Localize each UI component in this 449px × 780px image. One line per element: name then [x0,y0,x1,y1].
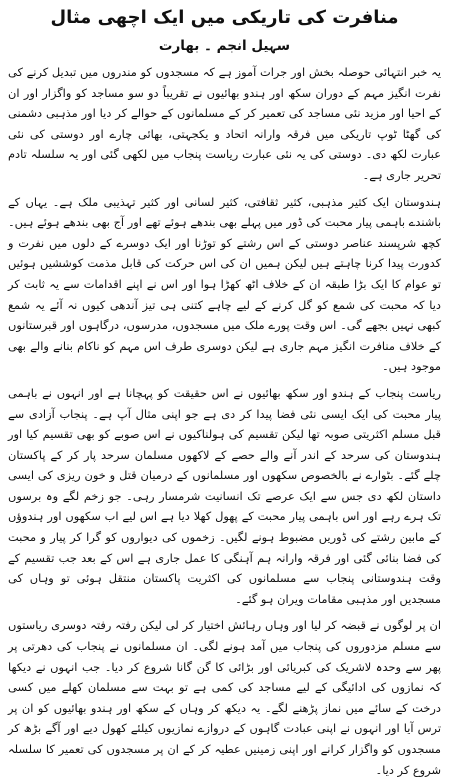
article-headline: منافرت کی تاریکی میں ایک اچھی مثال [50,7,399,28]
article-byline: سہیل انجم ۔ بھارت [158,38,291,54]
article-paragraph: ہندوستان ایک کثیر مذہبی، کثیر ثقافتی، کثیر لسانی اور کثیر تہذیبی ملک ہے۔ یہاں کے باشندے باہمی پیار محبت کی ڈور میں پہلے بھی بندھے ہوئے تھے اور آج بھی بندھے ہوئے ہیں۔ کچھ شرپسند عناصر دوستی کے اس رشتے کو توڑنا اور ایک دوسرے کے دلوں میں نفرت و کدورت پیدا کرنا چاہتے ہیں لیکن ہمیں ان کی اس حرکت کی قابل مذمت کوششیں ہوئیں تو عوام کا ایک بڑا طبقہ ان کے خلاف اٹھ کھڑا ہوا اور اس نے اپنے اقدامات سے یہ ثابت کر دیا کہ محبت کی شمع کو گل کرنے کے لیے چاہے کتنی ہی تیز آندھی کیوں نہ آئے یہ شمع کبھی نہیں بجھے گی۔ اس وقت پورے ملک میں مسجدوں، مدرسوں، درگاہوں اور قبرستانوں کے خلاف منافرت انگیز مہم جاری ہے لیکن دوسری طرف اس مہم کو ناکام بنانے والے بھی موجود ہیں۔ [8,194,441,374]
newspaper-column [8,4,441,777]
article-paragraph: ان پر لوگوں نے قبضہ کر لیا اور وہاں رہائش اختیار کر لی لیکن رفتہ رفتہ دوسری ریاستوں سے مسلم مزدوروں کی پنجاب میں آمد ہونے لگی۔ ان مسلمانوں نے پنجاب کی دھرتی پر پھر سے وحدہ لاشریک کی کبریائی اور بڑائی کا گن گانا شروع کر دیا۔ جب انہوں نے دیکھا کہ نمازوں کی ادائیگی کے لیے مساجد کی کمی ہے تو بہت سے مسلمان کھلے میں کسی درخت کے سائے میں نماز پڑھنے لگے۔ یہ دیکھ کر وہاں کے سکھ اور ہندو بھائیوں کو ان پر ترس آیا اور انہوں نے اپنی عبادت گاہوں کے دروازے نمازیوں کیلئے کھول دیے اور آگے بڑھ کر مسجدوں کو واگزار کرانے اور اپنی زمینیں عطیہ کر کے ان پر مسجدوں کی تعمیر کا سلسلہ شروع کر دیا۔ [8,618,441,777]
article-paragraph: یہ خبر انتہائی حوصلہ بخش اور جرات آموز ہے کہ مسجدوں کو مندروں میں تبدیل کرنے کی نفرت انگیز مہم کے دوران سکھ اور ہندو بھائیوں نے تقریباً دو سو مساجد کو واگزار اور ان کے احیا اور مزید نئی مساجد کی تعمیر کر کے مسلمانوں کے حوالے کر دیا اور مذہبی دشمنی کی گھٹا ٹوپ تاریکی میں فرقہ وارانہ اتحاد و یکجہتی، بھائی چارے اور دوستی کی نئی عبارت لکھ دی۔ دوستی کی یہ نئی عبارت ریاست پنجاب میں لکھی گئی اور یہ سلسلہ تادم تحریر جاری ہے۔ [8,65,441,182]
article-paragraph: ریاست پنجاب کے ہندو اور سکھ بھائیوں نے اس حقیقت کو پہچانا ہے اور انہوں نے باہمی پیار محبت کی ایک ایسی نئی فضا پیدا کر دی ہے جو اپنی مثال آپ ہے۔ پنجاب آزادی سے قبل مسلم اکثریتی صوبہ تھا لیکن تقسیم کی ہولناکیوں نے اس صوبے کو بھی تقسیم کیا اور ہندوستان کی سرحد کے اندر آنے والے حصے کے لاکھوں مسلمان سرحد پار کر کے پاکستان چلے گئے۔ بٹوارے نے بالخصوص سکھوں اور مسلمانوں کے درمیان قتل و خون ریزی کی ایسی داستان لکھ دی جس سے ایک عرصے تک انسانیت شرمسار رہی۔ جو زخم لگے وہ برسوں تک ہرے رہے اور اس باہمی پیار محبت کے پھول کھلا دیا ہے اس لیے اب سکھوں اور ہندوؤں کے مابین رشتے کی ڈوریں مضبوط ہونے لگیں۔ زخموں کی دیواروں کو گرا کر پیار و محبت کی فضا بنائی گئی اور فرقہ وارانہ ہم آہنگی کا عمل جاری ہے اس کے بعد جب تقسیم کے وقت ہندوستانی پنجاب سے مسلمانوں کی اکثریت پاکستان منتقل ہوئی تو وہاں کی مسجدیں اور مذہبی مقامات ویران ہو گئے۔ [8,385,441,606]
article-body [8,62,441,780]
